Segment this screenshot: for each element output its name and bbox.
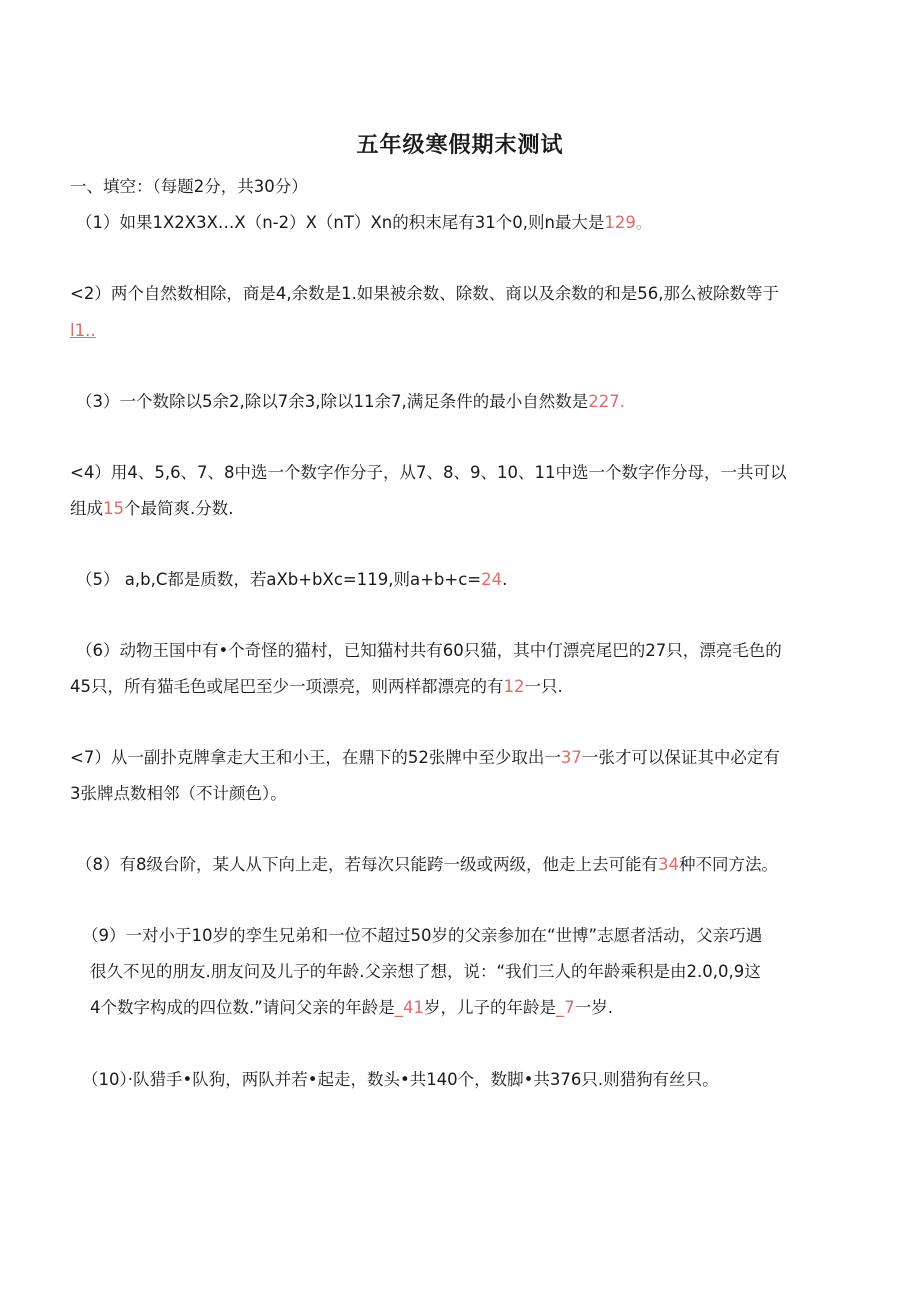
answer: 34 — [658, 855, 679, 874]
question-text: （9）一对小于10岁的孪生兄弟和一位不超过50岁的父亲参加在“世博”志愿者活动，父亲巧遇 — [82, 926, 763, 945]
question-text: . — [502, 570, 508, 589]
question-text: 4个数字构成的四位数.”请问父亲的年龄是 — [90, 998, 395, 1017]
question-3 — [76, 391, 625, 413]
question-text: （10）·队猎手•队狗，两队并若•起走，数头•共140个，数脚•共376只.则猎狗有丝只。 — [82, 1070, 719, 1089]
question-text: （1）如果1X2X3X…X（n-2）X（nT）Xn的积末尾有31个0,则n最大是 — [76, 213, 605, 232]
question-9-line-2 — [90, 961, 761, 983]
question-9-line-3 — [90, 997, 613, 1019]
answer-father-age: _41 — [394, 998, 425, 1017]
question-7 — [70, 747, 780, 769]
question-text: （8）有8级台阶，某人从下向上走，若每次只能跨一级或两级，他走上去可能有 — [76, 855, 658, 874]
question-7-line-2 — [70, 783, 287, 805]
question-6 — [76, 640, 782, 662]
question-text: （6）动物王国中有•个奇怪的猫村，已知猫村共有60只猫，其中仃漂亮尾巴的27只，漂亮毛色的 — [76, 641, 782, 660]
question-2-answer-line — [70, 320, 96, 342]
answer-son-age: _7 — [556, 998, 575, 1017]
question-text: 岁，儿子的年龄是 — [424, 998, 557, 1017]
answer: 129。 — [604, 213, 653, 232]
question-text: 一岁. — [574, 998, 614, 1017]
question-text: 45只，所有猫毛色或尾巴至少一项漂亮，则两样都漂亮的有 — [70, 677, 504, 696]
answer: 227. — [588, 392, 625, 411]
answer: l1.. — [70, 321, 96, 340]
answer: 12 — [503, 677, 525, 696]
question-10 — [82, 1069, 719, 1091]
question-text: 一只. — [524, 677, 563, 696]
question-text: 一张才可以保证其中必定有 — [581, 748, 780, 767]
question-4-line-2 — [70, 498, 234, 520]
page-title: 五年级寒假期末测试 — [356, 133, 564, 158]
answer: 24 — [481, 570, 503, 589]
question-text: <7）从一副扑克牌拿走大王和小王，在鼎下的52张牌中至少取出一 — [70, 748, 561, 767]
question-text: 很久不见的朋友.朋友问及儿子的年龄.父亲想了想，说：“我们三人的年龄乘积是由2.0,0,9这 — [90, 962, 761, 981]
question-text: 3张牌点数相邻（不计颜色）。 — [70, 784, 287, 803]
question-6-line-2 — [70, 676, 563, 698]
question-2 — [70, 283, 779, 305]
answer: 15 — [103, 499, 124, 518]
question-5 — [76, 569, 507, 591]
section-heading: 一、填空：（每题2分，共30分） — [70, 177, 308, 196]
question-1 — [76, 212, 652, 234]
question-text: 种不同方法。 — [679, 855, 778, 874]
question-text: <2）两个自然数相除，商是4,余数是1.如果被余数、除数、商以及余数的和是56,那么被除数等于 — [70, 284, 780, 303]
question-text: 个最简爽.分数. — [124, 499, 234, 518]
question-8 — [76, 854, 778, 876]
answer: 37 — [560, 748, 582, 767]
question-text: 组成 — [70, 499, 103, 518]
question-text: （3）一个数除以5余2,除以7余3,除以11余7,满足条件的最小自然数是 — [76, 392, 589, 411]
question-text: <4）用4、5,6、7、8中选一个数字作分子，从7、8、9、10、11中选一个数字作分母，一共可以 — [70, 463, 787, 482]
question-text: （5） a,b,C都是质数，若aXb+bXc=119,则a+b+c= — [76, 570, 482, 589]
question-9 — [82, 925, 762, 947]
question-4 — [70, 462, 787, 484]
